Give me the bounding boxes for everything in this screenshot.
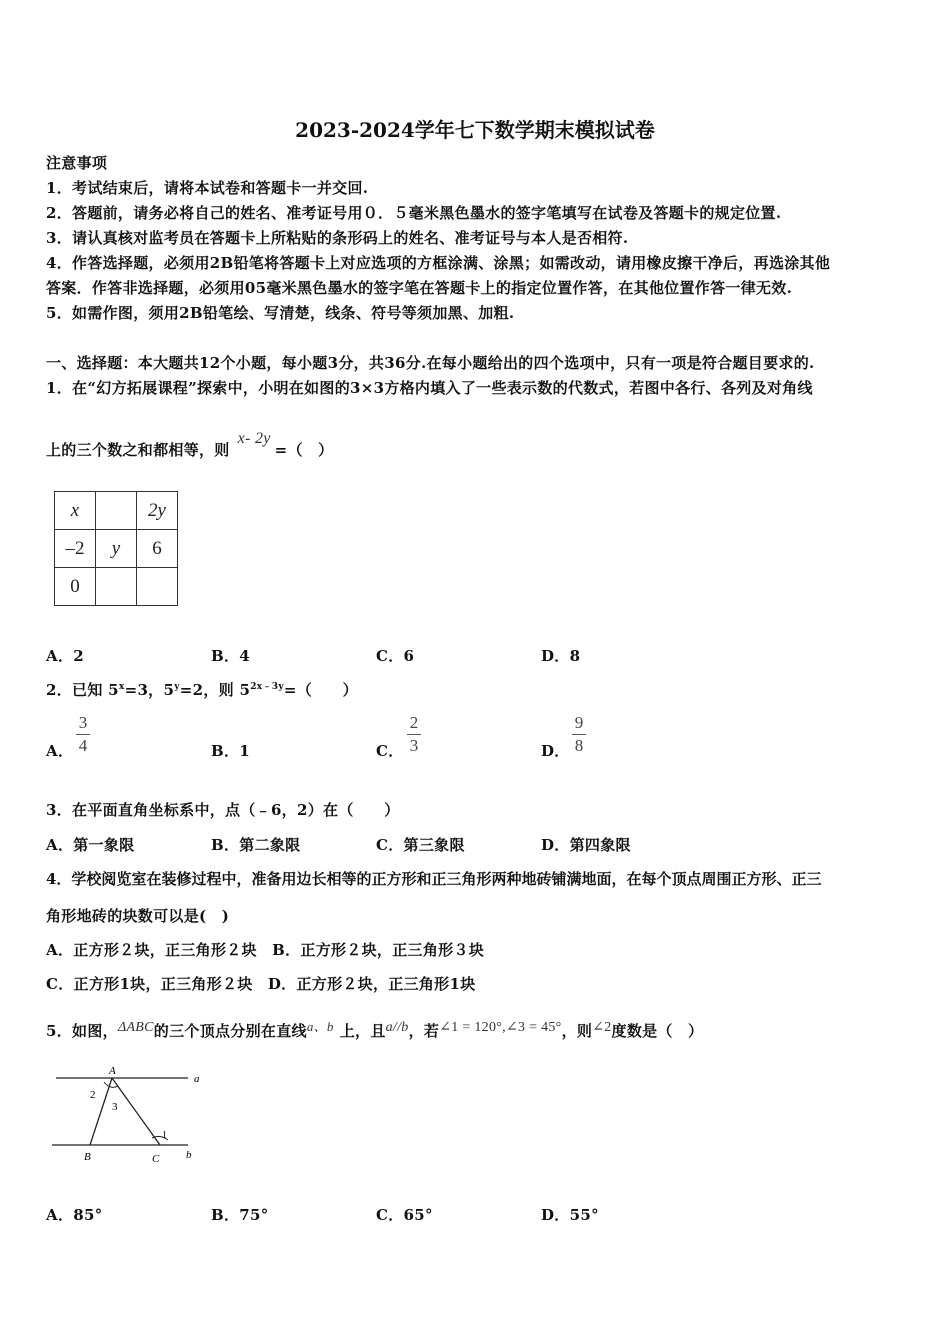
- q2-option-a-label[interactable]: A．: [46, 742, 74, 760]
- q3-stem: 3．在平面直角坐标系中，点（﹣6，2）在（ ）: [46, 801, 400, 819]
- q5-math: ∠1 = 120°,∠3 = 45°: [439, 1020, 562, 1035]
- label-B: B: [84, 1151, 91, 1163]
- q5-stem-part: 度数是（ ）: [611, 1022, 704, 1040]
- section-heading: 一、选择题：本大题共12个小题，每小题3分，共36分.在每小题给出的四个选项中，只有一项是符合题目要求的.: [46, 354, 815, 372]
- grid-cell: y: [96, 530, 137, 568]
- q3-option-b[interactable]: B．第二象限: [211, 836, 301, 854]
- notice-item: 1．考试结束后，请将本试卷和答题卡一并交回.: [46, 179, 369, 197]
- q2-stem-part: =3，5: [124, 681, 175, 699]
- magic-square-grid: [54, 491, 178, 606]
- fraction-bar: [572, 734, 586, 735]
- grid-cell: [96, 492, 137, 530]
- grid-cell: [137, 568, 178, 606]
- q5-option-c[interactable]: C．65°: [376, 1206, 433, 1224]
- label-b: b: [186, 1149, 192, 1161]
- notice-item: 5．如需作图，须用2B铅笔绘、写清楚，线条、符号等须加黑、加粗.: [46, 304, 515, 322]
- notice-heading: 注意事项: [46, 154, 108, 172]
- q1-stem-prefix: 上的三个数之和都相等，则: [46, 441, 230, 459]
- q4-stem-line2: 角形地砖的块数可以是( ): [46, 907, 230, 925]
- q2-option-b[interactable]: B．1: [211, 742, 251, 760]
- triangle-figure: [48, 1062, 208, 1172]
- grid-cell: x: [55, 492, 96, 530]
- q2-option-a-fraction: [76, 713, 90, 756]
- grid-cell: [96, 568, 137, 606]
- q2-option-c-label[interactable]: C．: [376, 742, 404, 760]
- label-angle-2: 2: [90, 1089, 96, 1101]
- denominator: 4: [78, 736, 88, 755]
- notice-item: 2．答题前，请务必将自己的姓名、准考证号用０．５毫米黑色墨水的签字笔填写在试卷及答题卡的规定位置.: [46, 204, 782, 222]
- q5-stem-part: 的三个顶点分别在直线: [153, 1022, 307, 1040]
- q1-option-a[interactable]: A．2: [46, 647, 84, 665]
- denominator: 8: [574, 736, 584, 755]
- q5-math: ΔABC: [117, 1020, 154, 1035]
- notice-item: 4．作答选择题，必须用2B铅笔将答题卡上对应选项的方框涂满、涂黑；如需改动，请用橡皮擦干净后，再选涂其他: [46, 254, 831, 272]
- q5-stem: [46, 1020, 703, 1041]
- q5-stem-part: 上，且: [339, 1022, 386, 1040]
- q2-exponent: y: [174, 682, 180, 692]
- q1-stem-line2: [46, 430, 334, 460]
- q4-options-row2[interactable]: C．正方形1块，正三角形２块 D．正方形２块，正三角形1块: [46, 975, 476, 993]
- q1-stem-line1: 1．在“幻方拓展课程”探索中，小明在如图的3×3方格内填入了一些表示数的代数式，若图中各行、各列及对角线: [46, 379, 813, 397]
- q2-option-c-fraction: [407, 713, 421, 756]
- q1-option-c[interactable]: C．6: [376, 647, 415, 665]
- q5-stem-part: ，若: [408, 1022, 440, 1040]
- label-a: a: [194, 1073, 200, 1085]
- q1-stem-suffix: =（ ）: [274, 441, 334, 459]
- q1-option-b[interactable]: B．4: [211, 647, 251, 665]
- q1-expression: x- 2y: [237, 430, 271, 447]
- q5-stem-part: ，则: [561, 1022, 593, 1040]
- page-title: 2023-2024学年七下数学期末模拟试卷: [295, 118, 655, 142]
- grid-cell: 6: [137, 530, 178, 568]
- q4-options-row1[interactable]: A．正方形２块，正三角形２块 B．正方形２块，正三角形３块: [46, 941, 485, 959]
- q2-exponent: 2x﹣3y: [250, 682, 284, 692]
- grid-cell: 0: [55, 568, 96, 606]
- q3-option-d[interactable]: D．第四象限: [541, 836, 631, 854]
- q3-option-c[interactable]: C．第三象限: [376, 836, 465, 854]
- q2-option-d-fraction: [572, 713, 586, 756]
- label-angle-3: 3: [112, 1101, 118, 1113]
- denominator: 3: [409, 736, 419, 755]
- numerator: 3: [78, 713, 88, 732]
- q5-math: a//b: [385, 1020, 409, 1035]
- label-angle-1: 1: [162, 1130, 167, 1141]
- side-ac: [112, 1078, 160, 1145]
- grid-cell: 2y: [137, 492, 178, 530]
- q5-option-d[interactable]: D．55°: [541, 1206, 599, 1224]
- fraction-bar: [76, 734, 90, 735]
- notice-item: 答案．作答非选择题，必须用05毫米黑色墨水的签字笔在答题卡上的指定位置作答，在其他位置作答一律无效.: [46, 279, 793, 297]
- q2-stem-part: 2．已知 5: [46, 681, 119, 699]
- q5-option-b[interactable]: B．75°: [211, 1206, 269, 1224]
- q4-stem-line1: 4．学校阅览室在装修过程中，准备用边长相等的正方形和正三角形两种地砖铺满地面，在每个顶点周围正方形、正三: [46, 870, 822, 888]
- q2-stem: [46, 679, 358, 700]
- q5-option-a[interactable]: A．85°: [46, 1206, 103, 1224]
- q2-stem-part: =（ ）: [283, 681, 358, 699]
- q2-exponent: x: [118, 682, 125, 692]
- q3-option-a[interactable]: A．第一象限: [46, 836, 135, 854]
- q5-stem-part: 5．如图，: [46, 1022, 118, 1040]
- label-C: C: [152, 1153, 160, 1165]
- notice-item: 3．请认真核对监考员在答题卡上所粘贴的条形码上的姓名、准考证号与本人是否相符.: [46, 229, 629, 247]
- grid-cell: –2: [55, 530, 96, 568]
- numerator: 9: [574, 713, 584, 732]
- q2-option-d-label[interactable]: D．: [541, 742, 570, 760]
- numerator: 2: [409, 713, 419, 732]
- q5-math: a、b: [306, 1019, 334, 1034]
- fraction-bar: [407, 734, 421, 735]
- q1-option-d[interactable]: D．8: [541, 647, 581, 665]
- q5-math: ∠2: [592, 1020, 612, 1035]
- q2-stem-part: =2，则 5: [179, 681, 251, 699]
- label-A: A: [109, 1065, 116, 1077]
